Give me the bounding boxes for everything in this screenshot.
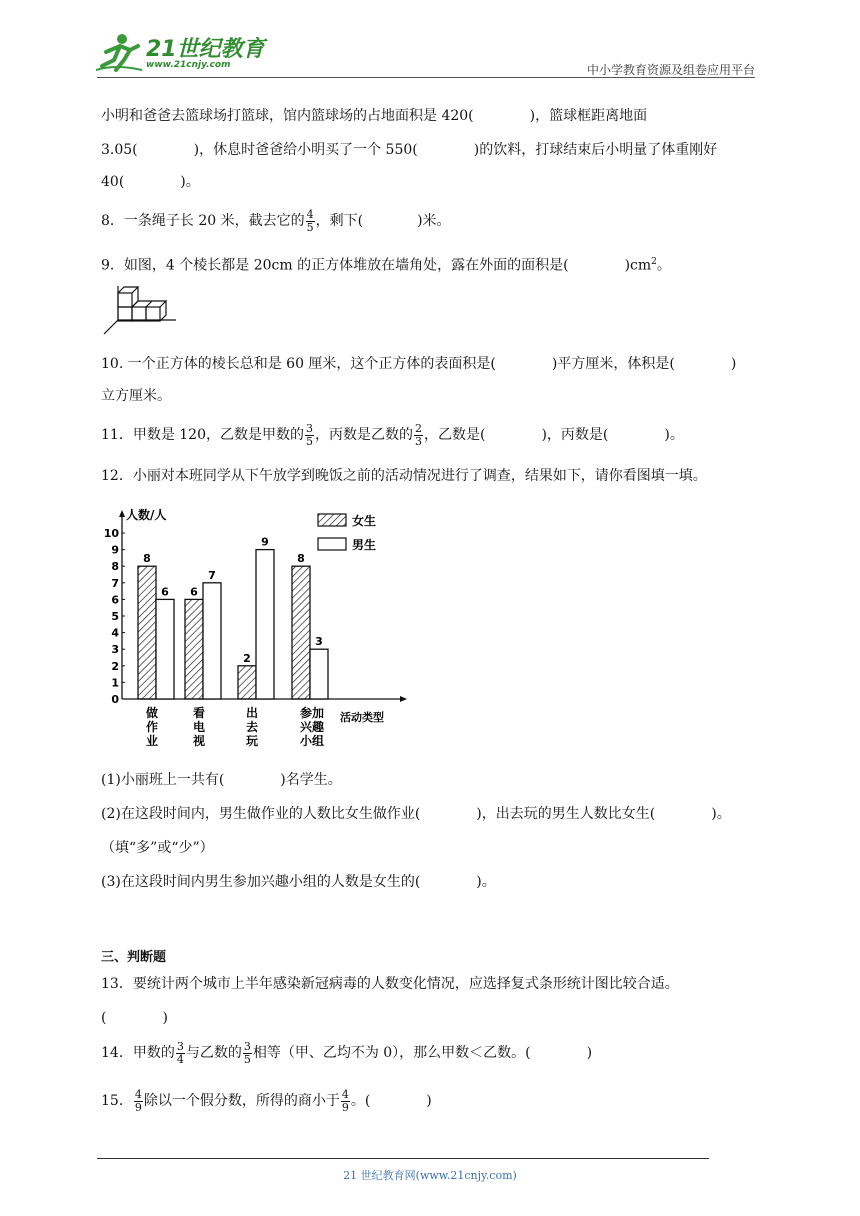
- bar-girls: [238, 666, 256, 699]
- y-tick-label: 8: [111, 560, 119, 574]
- legend-swatch: [318, 538, 346, 550]
- x-axis-label: 活动类型: [340, 711, 384, 724]
- data-label: 9: [261, 535, 269, 549]
- data-label: 6: [190, 585, 198, 599]
- x-axis-arrow: [400, 696, 407, 702]
- header-rule: [97, 77, 755, 78]
- cubes-figure: [100, 284, 180, 336]
- y-tick-label: 1: [111, 676, 119, 690]
- data-label: 2: [243, 651, 251, 665]
- category-label: 看: [192, 706, 206, 720]
- data-label: 7: [208, 568, 216, 582]
- q10-line1: 10. 一个正方体的棱长总和是 60 厘米，这个正方体的表面积是( )平方厘米，体积是( ): [101, 356, 737, 372]
- y-axis-arrow: [119, 510, 125, 517]
- footer-text: 21 世纪教育网(www.21cnjy.com): [343, 1169, 517, 1182]
- bar-chart: [100, 500, 420, 760]
- bar-boys: [310, 649, 328, 699]
- q8: 8．一条绳子长 20 米，截去它的 $\frac{4}{5}$ ，剩下( )米。: [101, 207, 451, 234]
- category-label: 去: [245, 720, 259, 734]
- data-label: 3: [315, 635, 323, 649]
- category-label: 玩: [245, 734, 259, 748]
- y-tick-label: 2: [111, 659, 119, 673]
- q13-answer: ( ): [101, 1010, 168, 1026]
- y-tick-label: 3: [111, 643, 119, 657]
- category-label: 小组: [299, 734, 325, 748]
- y-tick-label: 9: [111, 543, 119, 557]
- y-tick-label: 10: [103, 527, 119, 540]
- category-label: 作: [145, 720, 159, 734]
- bar-boys: [156, 599, 174, 699]
- q15: 15． $\frac{4}{9}$ 除以一个假分数，所得的商小于 $\frac{4}{9}$ 。( ): [101, 1087, 432, 1114]
- data-label: 8: [143, 552, 151, 566]
- logo-url: www.21cnjy.com: [146, 60, 231, 70]
- category-label: 电: [192, 720, 206, 734]
- data-label: 8: [297, 552, 305, 566]
- bar-boys: [203, 583, 221, 699]
- legend-label: 女生: [352, 514, 377, 528]
- category-label: 做: [145, 706, 159, 720]
- y-tick-label: 7: [111, 576, 119, 590]
- category-label: 视: [192, 734, 206, 748]
- q7-line2: 3.05( )，休息时爸爸给小明买了一个 550( )的饮料，打球结束后小明量了体重刚好: [101, 142, 718, 158]
- bar-girls: [292, 566, 310, 699]
- logo-title: 21世纪教育: [146, 37, 265, 62]
- category-label: 参加: [299, 706, 325, 720]
- q14: 14．甲数的 $\frac{3}{4}$ 与乙数的 $\frac{3}{5}$ 相等（甲、乙均不为 0），那么甲数＜乙数。( ): [101, 1039, 593, 1066]
- bar-girls: [138, 566, 156, 699]
- q10-line2: 立方厘米。: [101, 388, 171, 404]
- y-tick-label: 0: [111, 693, 119, 706]
- footer-rule: [97, 1158, 709, 1159]
- header-right-text: 中小学教育资源及组卷应用平台: [586, 63, 755, 77]
- q12: 12．小丽对本班同学从下午放学到晚饭之前的活动情况进行了调查，结果如下，请你看图填一填。: [101, 468, 707, 484]
- q7-line3: 40( )。: [101, 174, 200, 190]
- legend-swatch: [318, 514, 346, 526]
- category-label: 出: [245, 706, 259, 720]
- q12-sub1: (1)小丽班上一共有( )名学生。: [101, 772, 342, 788]
- q9: 9．如图，4 个棱长都是 20cm 的正方体堆放在墙角处，露在外面的面积是( )$cm^2$。: [101, 257, 671, 274]
- q12-sub2: (2)在这段时间内，男生做作业的人数比女生做作业( )，出去玩的男生人数比女生( )。: [101, 806, 731, 822]
- q12-sub3: (3)在这段时间内男生参加兴趣小组的人数是女生的( )。: [101, 874, 496, 890]
- data-label: 6: [161, 585, 169, 599]
- category-label: 业: [145, 734, 159, 748]
- y-tick-label: 4: [111, 626, 119, 640]
- y-tick-label: 6: [111, 593, 119, 607]
- y-tick-label: 5: [111, 610, 119, 623]
- q12-sub2-note: （填“多”或“少”）: [101, 840, 214, 856]
- legend-label: 男生: [352, 538, 377, 552]
- q7-line1: 小明和爸爸去篮球场打篮球，馆内篮球场的占地面积是 420( )，篮球框距离地面: [101, 108, 648, 124]
- bar-girls: [185, 599, 203, 699]
- q8-fraction: $\frac{4}{5}$: [306, 207, 314, 234]
- bar-boys: [256, 550, 274, 699]
- y-axis-label: 人数/人: [126, 508, 167, 522]
- category-label: 兴趣: [299, 720, 325, 734]
- section-title: 三、判断题: [101, 950, 167, 965]
- q13: 13．要统计两个城市上半年感染新冠病毒的人数变化情况，应选择复式条形统计图比较合适。: [101, 976, 679, 992]
- q11: 11．甲数是 120，乙数是甲数的 $\frac{3}{5}$ ，丙数是乙数的 $\frac{2}{3}$ ，乙数是( )，丙数是( )。: [101, 421, 684, 448]
